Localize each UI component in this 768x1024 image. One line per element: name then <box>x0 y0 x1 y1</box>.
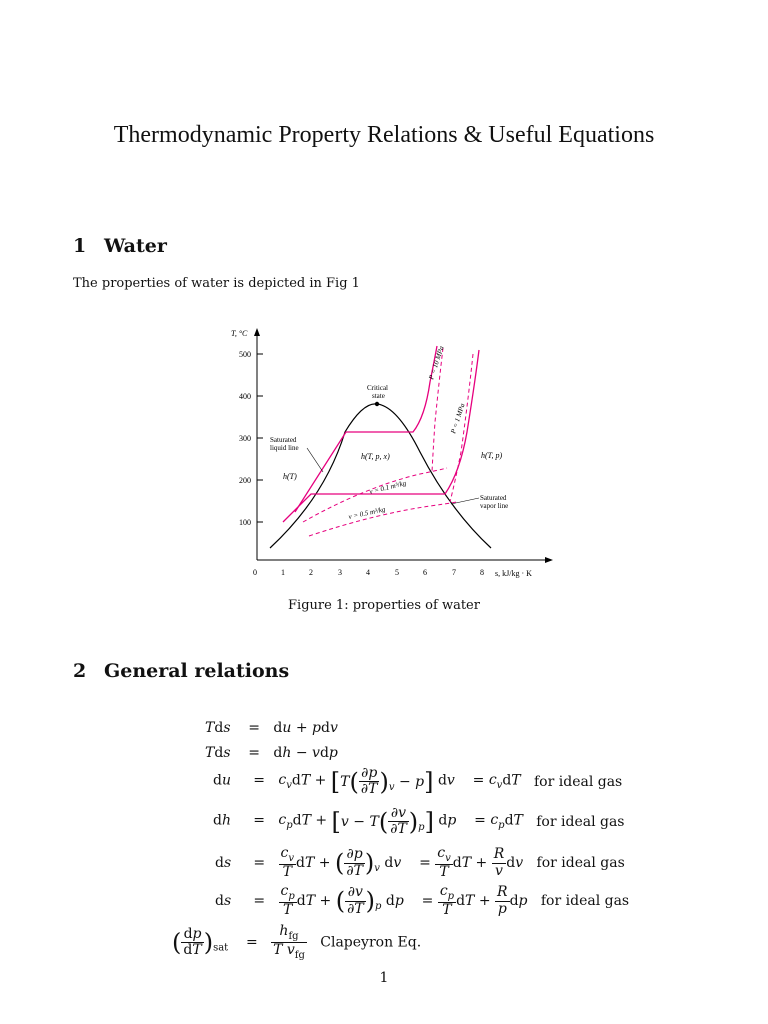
label-sat-liquid-2: liquid line <box>270 444 299 452</box>
y-axis-label: T, °C <box>231 329 248 338</box>
x-tick-label: 3 <box>338 568 342 577</box>
page-number: 1 <box>379 970 389 986</box>
label-sat-liquid: Saturated <box>270 436 297 444</box>
section-heading-general <box>73 660 289 682</box>
label-hTpx: h(T, p, x) <box>361 452 390 461</box>
section-title: General relations <box>104 660 290 682</box>
intro-paragraph: The properties of water is depicted in Fig 1 <box>73 276 360 291</box>
figure-caption: Figure 1: properties of water <box>288 598 480 613</box>
x-tick-label: 1 <box>281 568 285 577</box>
label-p1: P = 1 MPa <box>449 402 467 435</box>
equation-5: ds = $\frac{c_v}{T}$ dT + ( $\frac{\partial p}{\partial T}$ )$_v$ dv = $\frac{c_v}{T}$ dT + $\frac{R}{v}$ dv for ideal gas <box>215 845 625 880</box>
label-sat-vapor: Saturated <box>480 494 507 502</box>
equation-1: Tds = du + pdv <box>205 720 338 736</box>
label-hTp: h(T, p) <box>481 451 503 460</box>
y-tick-label: 300 <box>239 434 251 443</box>
y-tick-label: 500 <box>239 350 251 359</box>
y-axis-arrow-icon <box>254 328 260 336</box>
equation-clapeyron: ( $\frac{dp}{dT}$ )$_{sat}$ = $\frac{h_{fg}}{T v_{fg}}$ Clapeyron Eq. <box>172 923 422 961</box>
label-critical: Critical <box>367 384 388 392</box>
page-title: Thermodynamic Property Relations & Useful Equations <box>113 122 655 148</box>
leader-liquid <box>307 448 323 472</box>
x-tick-label: 6 <box>423 568 427 577</box>
section-title: Water <box>104 235 167 257</box>
section-number: 1 <box>73 235 87 257</box>
x-tick-label: 8 <box>480 568 484 577</box>
isobar-1mpa <box>283 350 479 522</box>
ts-diagram-figure <box>215 322 555 584</box>
label-sat-vapor-2: vapor line <box>480 502 509 510</box>
x-tick-label: 0 <box>253 568 257 577</box>
label-p10: P = 10 MPa <box>427 345 446 381</box>
x-axis-label: s, kJ/kg · K <box>495 569 532 578</box>
x-axis-arrow-icon <box>545 557 553 563</box>
section-heading-water <box>73 235 167 257</box>
label-v01: v = 0.1 m³/kg <box>368 479 407 496</box>
leader-vapor <box>451 498 479 504</box>
x-ticks <box>253 568 484 577</box>
y-tick-label: 100 <box>239 518 251 527</box>
equation-2: Tds = dh − vdp <box>205 745 338 761</box>
equation-6: ds = $\frac{c_p}{T}$ dT + ( $\frac{\partial v}{\partial T}$ )$_p$ dp = $\frac{c_p}{T}$ dT + $\frac{R}{p}$ dp for ideal gas <box>215 883 630 918</box>
ideal-gas-note: for ideal gas <box>540 893 630 910</box>
ideal-gas-note: for ideal gas <box>534 773 623 790</box>
clapeyron-label: Clapeyron Eq. <box>320 934 422 951</box>
x-tick-label: 7 <box>452 568 456 577</box>
ts-diagram <box>215 322 555 584</box>
y-ticks <box>239 350 263 527</box>
y-tick-label: 400 <box>239 392 251 401</box>
y-tick-label: 200 <box>239 476 251 485</box>
label-hT: h(T) <box>283 472 297 481</box>
critical-point <box>375 402 379 406</box>
label-state: state <box>372 392 385 400</box>
equation-3: du = $c_vdT + [T$( $\frac{\partial p}{\partial T}$ )$_v - p$] dv = $c_vdT$ for ideal gas <box>213 765 623 798</box>
label-v05: v = 0.5 m³/kg <box>347 505 387 521</box>
isobar-10mpa <box>295 346 437 512</box>
x-tick-label: 5 <box>395 568 399 577</box>
x-tick-label: 4 <box>366 568 370 577</box>
ideal-gas-note: for ideal gas <box>536 855 625 872</box>
ideal-gas-note: for ideal gas <box>536 813 625 830</box>
equation-4: dh = $c_pdT + [v - T$( $\frac{\partial v}{\partial T}$ )$_p$] dp = $c_pdT$ for ideal gas <box>213 805 625 838</box>
section-number: 2 <box>73 660 87 682</box>
x-tick-label: 2 <box>309 568 313 577</box>
